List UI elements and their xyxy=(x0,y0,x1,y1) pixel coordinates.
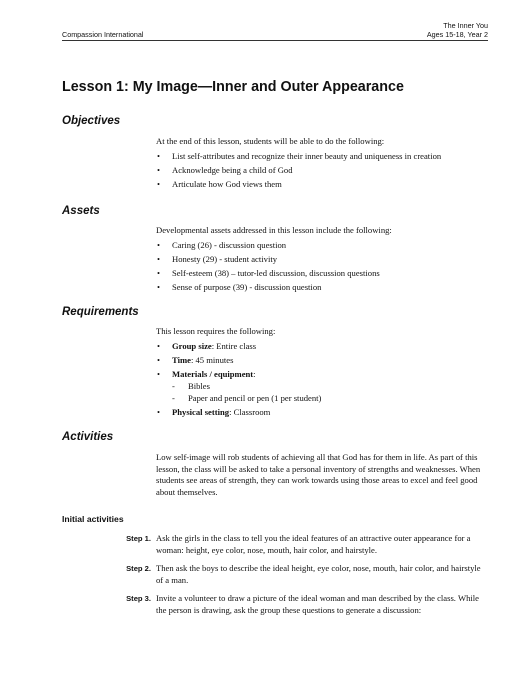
requirements-intro: This lesson requires the following: xyxy=(156,326,276,336)
bullet-icon: • xyxy=(157,267,161,278)
activities-section xyxy=(156,452,486,498)
step-label: Step 2. xyxy=(126,564,151,573)
assets-section xyxy=(156,225,486,296)
requirements-heading: Requirements xyxy=(62,306,139,318)
list-item: • Caring (26) - discussion question xyxy=(157,239,287,250)
initial-activities-heading: Initial activities xyxy=(62,514,124,524)
bullet-icon: • xyxy=(157,354,161,365)
bullet-icon: • xyxy=(157,150,161,161)
bullet-icon: • xyxy=(157,368,161,379)
bullet-icon: • xyxy=(157,407,161,418)
list-item: • List self-attributes and recognize their inner beauty and uniqueness in creation xyxy=(157,150,442,161)
time-label: Time xyxy=(172,354,191,365)
activities-heading: Activities xyxy=(62,431,114,443)
materials-label: Materials / equipment xyxy=(172,368,254,379)
list-item: • Self-esteem (38) – tutor-led discussion, discussion questions xyxy=(157,267,380,278)
objectives-heading: Objectives xyxy=(62,115,121,127)
list-item xyxy=(156,407,486,419)
list-item: - Paper and pencil or pen (1 per student) xyxy=(172,393,322,404)
materials-list xyxy=(172,381,486,405)
organization-name: Compassion International xyxy=(62,30,144,39)
bullet-icon: • xyxy=(157,281,161,292)
objectives-list xyxy=(156,151,486,191)
activities-intro: Low self-image will rob students of achieving all that God has for them in life. As part of this lesson, the class will be asked to take a personal inventory of strengths and weaknesses. When students see areas of strength, they can work towards using those areas to excel and feel good about themselves. xyxy=(156,452,481,497)
step-text: Ask the girls in the class to tell you the ideal features of an attractive outer appearance for a woman: height, eye color, nose, mouth, hair color, and hairstyle. xyxy=(156,533,471,555)
dash-icon: - xyxy=(172,393,175,404)
bullet-icon: • xyxy=(157,340,161,351)
objectives-intro: At the end of this lesson, students will be able to do the following: xyxy=(156,136,385,146)
document-title: The Inner You xyxy=(443,21,488,30)
list-item xyxy=(156,355,486,367)
list-item: - Bibles xyxy=(172,381,210,392)
list-item: • Materials / equipment: - Bibles - Paper and pencil or pen (1 per student) xyxy=(156,369,486,405)
header-rule xyxy=(62,40,488,41)
lesson-title: Lesson 1: My Image—Inner and Outer Appearance xyxy=(62,79,404,95)
list-item: • Acknowledge being a child of God xyxy=(157,164,293,175)
bullet-icon: • xyxy=(157,253,161,264)
setting-value: : Classroom xyxy=(229,407,271,418)
assets-list xyxy=(156,240,486,294)
time-value: : 45 minutes xyxy=(190,354,234,365)
step-label: Step 1. xyxy=(126,534,151,543)
bullet-icon: • xyxy=(157,164,161,175)
requirements-section xyxy=(156,326,486,421)
step-text: Then ask the boys to describe the ideal height, eye color, nose, mouth, hair color, and hairstyle of a man. xyxy=(156,563,481,585)
objectives-section xyxy=(156,136,486,193)
audience-label: Ages 15-18, Year 2 xyxy=(426,30,488,39)
list-item: • Articulate how God views them xyxy=(157,178,282,189)
bullet-icon: • xyxy=(157,178,161,189)
dash-icon: - xyxy=(172,381,175,392)
requirements-list xyxy=(156,341,486,419)
list-item xyxy=(156,341,486,353)
group-size-label: Group size xyxy=(172,340,212,351)
list-item: • Honesty (29) - student activity xyxy=(157,253,278,264)
assets-heading: Assets xyxy=(62,205,100,217)
group-size-value: : Entire class xyxy=(211,340,257,351)
step-label: Step 3. xyxy=(126,594,151,603)
running-header-right xyxy=(427,21,488,39)
bullet-icon: • xyxy=(157,239,161,250)
setting-label: Physical setting xyxy=(172,407,230,418)
step-text: Invite a volunteer to draw a picture of the ideal woman and man described by the class. While the person is drawing, ask the group these questions to generate a discussion: xyxy=(156,593,479,615)
list-item: • Sense of purpose (39) - discussion question xyxy=(157,281,322,292)
assets-intro: Developmental assets addressed in this lesson include the following: xyxy=(156,225,392,235)
